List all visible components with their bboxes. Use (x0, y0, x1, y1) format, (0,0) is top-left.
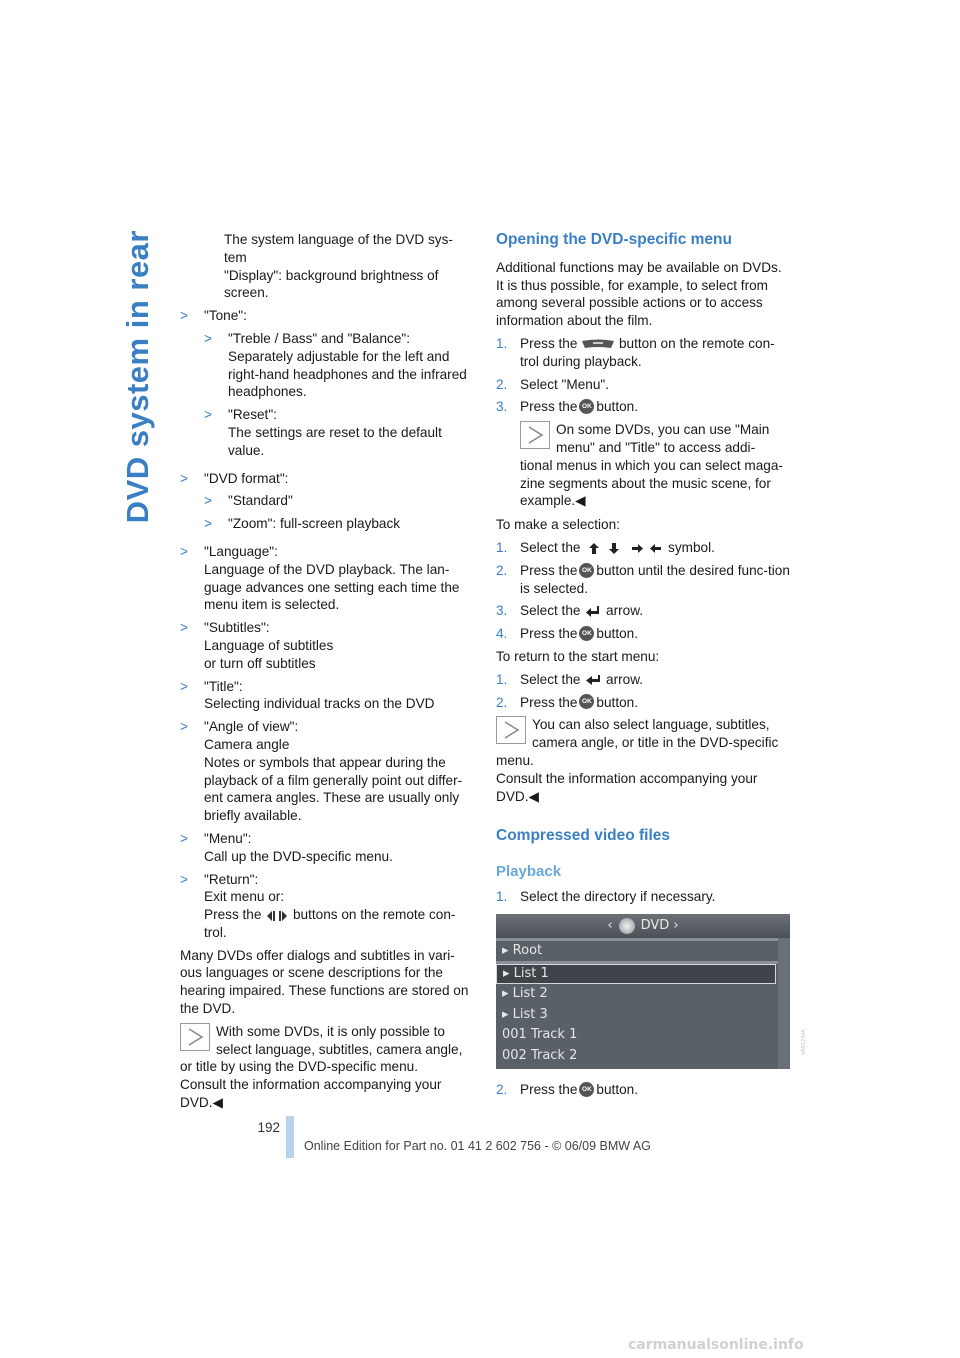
section-side-title (118, 230, 158, 524)
left-column (180, 231, 474, 1118)
open-step-1 (496, 335, 790, 371)
right-column (496, 231, 790, 1104)
note1-line-2: menu" and "Title" to access addi- (556, 439, 756, 455)
angle-title: "Angle of view": (204, 719, 299, 735)
pb2-rest: button. (596, 1081, 638, 1097)
playback-step-2 (496, 1081, 790, 1099)
screen-item[interactable] (496, 984, 790, 1005)
chevron-right-icon: › (669, 917, 679, 933)
heading-playback: Playback (496, 863, 562, 881)
step3-press: Press the (520, 399, 578, 415)
note-triangle-icon (520, 421, 550, 449)
sel3-a: Select the (520, 603, 581, 619)
return-step-1 (496, 671, 790, 689)
triangle-right-icon: ▸ (502, 986, 509, 1002)
end-mark: ◀ (212, 1095, 223, 1111)
note2-consult (496, 770, 790, 806)
screen-header-text: DVD (640, 917, 670, 933)
screen-header (496, 914, 790, 938)
pb1-text: Select the directory if necessary. (520, 888, 716, 904)
screen-item-label: 001 Track 1 (502, 1027, 578, 1043)
bullet-marker: > (180, 620, 188, 636)
bullet-marker: > (180, 470, 188, 486)
screen-item[interactable] (496, 1025, 790, 1046)
bullet-marker: > (180, 871, 188, 887)
heading-opening-dvd-menu: Opening the DVD-specific menu (496, 231, 732, 248)
image-code: VA01234A (801, 1029, 807, 1055)
step-number: 2. (496, 1081, 508, 1097)
bullet-reset (204, 406, 474, 459)
angle-text-2: Notes or symbols that appear during the playback of a film generally point out differ-ent camera angles. These are usually only briefly available. (204, 754, 463, 824)
screen-item-label: List 1 (513, 966, 549, 982)
pb2-press: Press the (520, 1081, 578, 1097)
note-triangle-icon (496, 716, 526, 744)
bullet-marker: > (180, 830, 188, 846)
bullet-standard (204, 492, 474, 510)
return-press: Press the (204, 907, 262, 923)
ok-button-icon: OK (579, 399, 594, 414)
language-text: Language of the DVD playback. The lan-guage advances one setting each time the menu item is selected. (204, 561, 460, 613)
step-number: 1. (496, 539, 508, 555)
return-title: "Return": (204, 871, 259, 887)
bullet-title (180, 678, 474, 714)
bullet-marker: > (180, 678, 188, 694)
ok-button-icon: OK (579, 626, 594, 641)
reset-text: The settings are reset to the default value. (228, 424, 442, 458)
disc-icon (619, 918, 635, 934)
sel1-b: symbol. (668, 539, 715, 555)
bullet-dvd-format (180, 470, 474, 538)
note2-line-1: You can also select language, subtitles, (532, 717, 770, 733)
title-text: Selecting individual tracks on the DVD (204, 696, 435, 712)
screen-item[interactable] (496, 1046, 790, 1067)
dvd-functions-paragraph: Many DVDs offer dialogs and subtitles in vari-ous languages or scene descriptions for the hearing impaired. These functions are stored on the DVD. (180, 947, 469, 1017)
step-number: 3. (496, 399, 508, 415)
sel4-press: Press the (520, 626, 578, 642)
return-rest: buttons on the remote con-trol. (204, 907, 456, 940)
screen-scrollbar (778, 938, 790, 1069)
step-number: 1. (496, 671, 508, 687)
reset-title: "Reset": (228, 407, 277, 423)
bullet-subtitles (180, 619, 474, 672)
ok-button-icon: OK (579, 563, 594, 578)
subtitles-text-2: or turn off subtitles (204, 655, 316, 671)
note2-consult-text: Consult the information accompanying your DVD. (496, 770, 758, 804)
bullet-marker: > (204, 407, 212, 423)
screen-item[interactable] (496, 941, 790, 962)
bullet-language (180, 543, 474, 614)
note-select-language (496, 716, 790, 805)
step-number: 4. (496, 626, 508, 642)
screen-item-label: List 2 (512, 986, 548, 1002)
arrows-symbol-icon (584, 542, 664, 555)
step-number: 3. (496, 603, 508, 619)
triangle-right-icon: ▸ (502, 942, 509, 958)
bullet-marker: > (204, 493, 212, 509)
return-step-2 (496, 694, 790, 712)
ret2-button: button. (596, 694, 638, 710)
footer-accent-bar (286, 1116, 294, 1158)
end-mark: ◀ (528, 788, 539, 804)
triangle-right-icon: ▸ (502, 1006, 509, 1022)
menu-continuation-b: "Display": background brightness of screen. (224, 267, 439, 301)
title-title: "Title": (204, 678, 243, 694)
bullet-marker: > (180, 543, 188, 559)
language-title: "Language": (204, 543, 278, 559)
note2-rest: menu. (496, 752, 534, 768)
sel3-b: arrow. (606, 603, 644, 619)
note-dvd-specific-menu (180, 1023, 474, 1112)
section-side-title-text: DVD system in rear (120, 230, 156, 524)
bullet-marker: > (204, 516, 212, 532)
sel2-press: Press the (520, 562, 578, 578)
menu-title: "Menu": (204, 830, 252, 846)
bullet-marker: > (180, 308, 188, 324)
step2-text: Select "Menu". (520, 376, 609, 392)
footer-edition-text: Online Edition for Part no. 01 41 2 602 756 - © 06/09 BMW AG (304, 1139, 651, 1153)
note-main-menu (520, 421, 790, 510)
select-step-2 (496, 562, 790, 598)
note-left-consult-text: Consult the information accompanying your DVD. (180, 1077, 442, 1111)
select-step-1 (496, 539, 790, 557)
end-mark: ◀ (575, 493, 586, 509)
bullet-zoom (204, 515, 474, 533)
sel2-rest: button until the desired func-tion is selected. (520, 562, 790, 596)
select-step-3 (496, 602, 790, 620)
ret1-b: arrow. (606, 671, 644, 687)
bullet-return (180, 871, 474, 942)
note-triangle-icon (180, 1023, 210, 1051)
subtitles-text-1: Language of subtitles (204, 637, 334, 653)
screen-item-label: 002 Track 2 (502, 1047, 578, 1063)
screen-item-label: Root (512, 942, 543, 958)
page-number: 192 (257, 1120, 280, 1135)
ret2-press: Press the (520, 694, 578, 710)
return-text-1: Exit menu or: (204, 889, 285, 905)
screen-item-label: List 3 (512, 1006, 548, 1022)
playback-step-1 (496, 888, 790, 906)
sel4-button: button. (596, 626, 638, 642)
chevron-left-icon: ‹ (607, 917, 613, 933)
dvd-format-title: "DVD format": (204, 470, 289, 486)
screen-item-selected[interactable] (496, 964, 776, 984)
ret1-a: Select the (520, 671, 581, 687)
sel1-a: Select the (520, 539, 581, 555)
note-left-line-2: select language, subtitles, camera angle, (216, 1041, 463, 1057)
tone-title: "Tone": (204, 308, 247, 324)
subtitles-title: "Subtitles": (204, 620, 270, 636)
ok-button-icon: OK (579, 1082, 594, 1097)
step-number: 2. (496, 694, 508, 710)
bullet-treble (204, 330, 474, 401)
enter-arrow-icon (584, 605, 602, 618)
triangle-right-icon: ▸ (503, 966, 510, 982)
bullet-marker: > (204, 330, 212, 346)
note1-rest-text: tional menus in which you can select maga-zine segments about the music scene, for example. (520, 457, 783, 509)
step1-press: Press the (520, 335, 578, 351)
bullet-menu (180, 830, 474, 866)
standard-text: "Standard" (228, 493, 293, 509)
note1-line-1: On some DVDs, you can use "Main (556, 422, 770, 438)
return-arrow-icon (584, 674, 602, 687)
bullet-marker: > (180, 719, 188, 735)
to-make-selection: To make a selection: (496, 517, 620, 533)
back-buttons-icon (265, 909, 289, 923)
note1-rest (520, 457, 790, 510)
menu-button-icon (581, 338, 615, 350)
menu-text: Call up the DVD-specific menu. (204, 848, 393, 864)
open-step-3 (496, 398, 790, 416)
site-watermark: carmanualsonline.info (628, 1337, 804, 1353)
bullet-angle (180, 718, 474, 825)
note-left-rest: or title by using the DVD-specific menu. (180, 1059, 418, 1075)
note-left-consult (180, 1076, 474, 1112)
step-number: 2. (496, 376, 508, 392)
step1-rest: button on the remote con-trol during playback. (520, 335, 775, 369)
idrive-screen (496, 914, 790, 1069)
note-left-line-1: With some DVDs, it is only possible to (216, 1023, 445, 1039)
bullet-tone (180, 307, 474, 464)
heading-compressed-video: Compressed video files (496, 827, 671, 845)
select-step-4 (496, 625, 790, 643)
note2-line-2: camera angle, or title in the DVD-specific (532, 735, 779, 751)
step-number: 1. (496, 888, 508, 904)
to-return-start: To return to the start menu: (496, 648, 660, 664)
step3-button: button. (596, 399, 638, 415)
step-number: 1. (496, 335, 508, 351)
open-step-2 (496, 376, 790, 394)
zoom-text: "Zoom": full-screen playback (228, 516, 401, 532)
menu-continuation-a: The system language of the DVD sys-tem (224, 232, 453, 265)
angle-text-1: Camera angle (204, 736, 290, 752)
ok-button-icon: OK (579, 694, 594, 709)
treble-text: "Treble / Bass" and "Balance": Separately adjustable for the left and right-hand headphones and the infrared headphones. (228, 330, 467, 400)
screen-item[interactable] (496, 1005, 790, 1026)
return-text-2 (204, 906, 474, 942)
open-paragraph: Additional functions may be available on DVDs. It is thus possible, for example, to select from among several possible actions or to access information about the film. (496, 259, 782, 329)
step-number: 2. (496, 562, 508, 578)
